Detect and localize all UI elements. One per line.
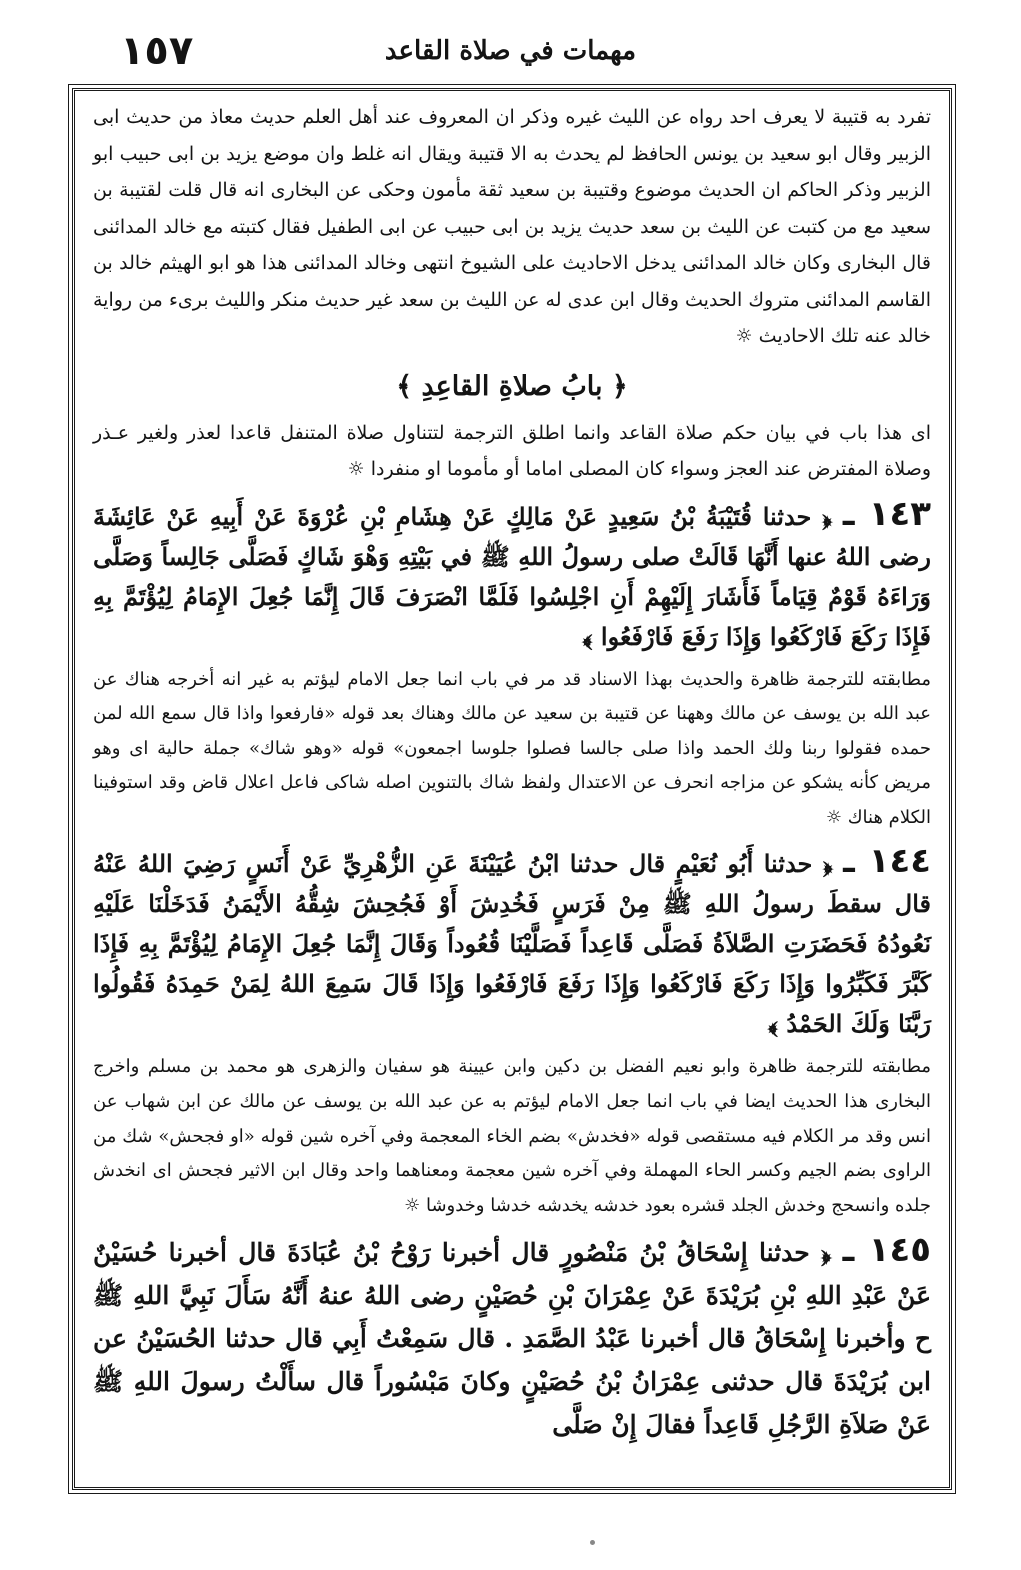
text-frame [72,88,952,1490]
hadith-144 [93,841,931,1044]
hadith-commentary: مطابقته للترجمة ظاهرة وابو نعيم الفضل بن دكين وابن عيينة هو سفيان والزهرى هو محمد بن مسلم واخرج البخارى هذا الحديث ايضا في باب انما جعل الامام ليؤتم به عن عبد الله بن يوسف عن مالك عن ابن شهاب عن انس وقد مر الكلام فيه مستقصى قوله «فخدش» بضم الخاء المعجمة وفي آخره شين قوله «او فجحش» شك من الراوى بضم الجيم وكسر الحاء المهملة وفي آخره شين معجمة ومعناهما واحد وقال ابن الاثير فجحش اى انخدش جلده وانسحج وخدش الجلد قشره بعود خدشه يخدشه خدشا وخدوشا ☼ [93,1056,931,1216]
page-header [60,28,961,83]
scan-speck [590,1540,595,1545]
hadith-commentary: مطابقته للترجمة ظاهرة والحديث بهذا الاسناد قد مر في باب انما جعل الامام ليؤتم به غير انه أخرجه هناك عن عبد الله بن يوسف عن مالك وههنا عن قتيبة بن سعيد عن مالك وهناك بعد قوله «فارفعوا واذا قال سمع الله لمن حمده فقولوا ربنا ولك الحمد واذا صلى جالسا فصلوا جلوسا اجمعون» قوله «وهو شاك» جملة حالية اى وهو مريض كأنه يشكو عن مزاجه انحرف عن الاعتدال ولفظ شاك بالتنوين اصله شاكى فاعل اعلال قاض وقد استوفينا الكلام هناك ☼ [93,668,931,828]
hadith-143 [93,494,931,657]
page-number: ١٥٧ [120,28,194,74]
hadith-text: ﴿ حدثنا قُتَيْبَةُ بْنُ سَعِيدٍ عَنْ مَالِكٍ عَنْ هِشَامِ بْنِ عُرْوَةَ عَنْ أَبِيهِ عَنْ عَائِشَةَ رضى اللهُ عنها أَنَّهَا قَالَتْ صلى رسولُ اللهِ ﷺ في بَيْتِهِ وَهْوَ شَاكٍ فَصَلَّى جَالِساً وَصَلَّى وَرَاءَهُ قَوْمٌ قِيَاماً فَأَشَارَ إِلَيْهِمْ أَنِ اجْلِسُوا فَلَمَّا انْصَرَفَ قَالَ إِنَّمَا جُعِلَ الإِمَامُ لِيُؤْتَمَّ بِهِ فَإِذَا رَكَعَ فَارْكَعُوا وَإِذَا رَفَعَ فَارْفَعُوا ﴾ [93,501,931,651]
running-title: مهمات في صلاة القاعد [384,36,637,66]
hadith-number: ١٤٥ ـ [842,1230,931,1271]
hadith-number: ١٤٤ ـ [843,841,931,882]
hadith-text: ﴿ حدثنا إِسْحَاقُ بْنُ مَنْصُورٍ قال أخبرنا رَوْحُ بْنُ عُبَادَةَ قال أخبرنا حُسَيْنٌ عَنْ عَبْدِ اللهِ بْنِ بُرَيْدَةَ عَنْ عِمْرَانَ بْنِ حُصَيْنٍ رضى اللهُ عنهُ أَنَّهُ سَأَلَ نَبِيَّ اللهِ ﷺ ح وأخبرنا إِسْحَاقُ قال أخبرنا عَبْدُ الصَّمَدِ . قال سَمِعْتُ أَبِي قال حدثنا الحُسَيْنُ عن ابن بُرَيْدَةَ قال حدثنى عِمْرَانُ بْنُ حُصَيْنٍ وكانَ مَبْسُوراً قال سأَلْتُ رسولَ اللهِ ﷺ عَنْ صَلاَةِ الرَّجُلِ قَاعِداً فقالَ إِنْ صَلَّى [93,1238,931,1440]
chapter-commentary: اى هذا باب في بيان حكم صلاة القاعد وانما اطلق الترجمة لتتناول صلاة المتنفل قاعدا لعذر ولغير عـذر وصلاة المفترض عند العجز وسواء كان المصلى اماما أو مأموما او منفردا ☼ [93,421,931,480]
chapter-heading: ﴿ بابُ صلاةِ القاعِدِ ﴾ [396,370,628,402]
hadith-number: ١٤٣ ـ [842,493,931,534]
hadith-145 [93,1229,931,1446]
intro-commentary: تفرد به قتيبة لا يعرف احد رواه عن الليث غيره وذكر ان المعروف عند أهل العلم حديث معاذ من حديث ابى الزبير وقال ابو سعيد بن يونس الحافظ لم يحدث به الا قتيبة ويقال انه غلط وان موضع يزيد بن ابى حبيب ابو الزبير وذكر الحاكم ان الحديث موضوع وقتيبة بن سعيد ثقة مأمون وحكى عن البخارى انه قال قلت لقتيبة بن سعيد مع من كتبت عن الليث بن سعد حديث يزيد بن ابى حبيب عن ابى الطفيل فقال كتبته مع خالد المدائنى قال البخارى وكان خالد المدائنى يدخل الاحاديث على الشيوخ انتهى وخالد المدائنى هذا هو ابو الهيثم خالد بن القاسم المدائنى متروك الحديث وقال ابن عدى له عن الليث بن سعد غير حديث منكر والليث برىء من رواية خالد عنه تلك الاحاديث ☼ [93,106,931,347]
hadith-text: ﴿ حدثنا أَبُو نُعَيْمٍ قال حدثنا ابْنُ عُيَيْنَةَ عَنِ الزُّهْرِيِّ عَنْ أَنَسٍ رَضِيَ اللهُ عَنْهُ قال سقطَ رسولُ اللهِ ﷺ مِنْ فَرَسٍ فَخُدِشَ أَوْ فَجُحِشَ شِقُّهُ الأَيْمَنُ فَدَخَلْنَا عَلَيْهِ نَعُودُهُ فَحَضَرَتِ الصَّلاَةُ فَصَلَّى قَاعِداً فَصَلَّيْنَا قُعُوداً وَقَالَ إِنَّمَا جُعِلَ الإِمَامُ لِيُؤْتَمَّ بِهِ فَإِذَا كَبَّرَ فَكَبِّرُوا وَإِذَا رَكَعَ فَارْكَعُوا وَإِذَا رَفَعَ فَارْفَعُوا وَإِذَا قَالَ سَمِعَ اللهُ لِمَنْ حَمِدَهُ فَقُولُوا رَبَّنَا وَلَكَ الحَمْدُ ﴾ [93,849,931,1039]
